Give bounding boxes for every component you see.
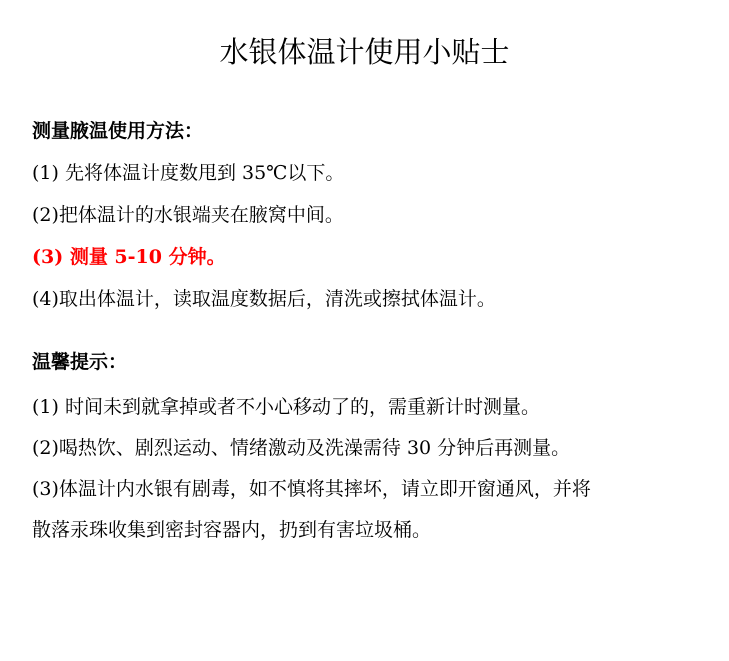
tips-heading: 温馨提示： <box>32 351 128 373</box>
tip-item-1: (1) 时间未到就拿掉或者不小心移动了的，需重新计时测量。 <box>32 396 540 418</box>
usage-step-4: (4)取出体温计，读取温度数据后，清洗或擦拭体温计。 <box>32 288 496 310</box>
page-title: 水银体温计使用小贴士 <box>219 35 510 69</box>
usage-heading: 测量腋温使用方法： <box>32 120 204 142</box>
tip-item-2: (2)喝热饮、剧烈运动、情绪激动及洗澡需待 30 分钟后再测量。 <box>32 437 571 459</box>
usage-step-3-highlight: (3) 测量 5-10 分钟。 <box>32 246 226 268</box>
usage-step-1: (1) 先将体温计度数甩到 35℃以下。 <box>32 162 345 184</box>
tip-item-3-continued: 散落汞珠收集到密封容器内，扔到有害垃圾桶。 <box>32 519 432 541</box>
usage-step-2: (2)把体温计的水银端夹在腋窝中间。 <box>32 204 344 226</box>
tip-item-3: (3)体温计内水银有剧毒，如不慎将其摔坏，请立即开窗通风，并将 <box>32 478 591 500</box>
